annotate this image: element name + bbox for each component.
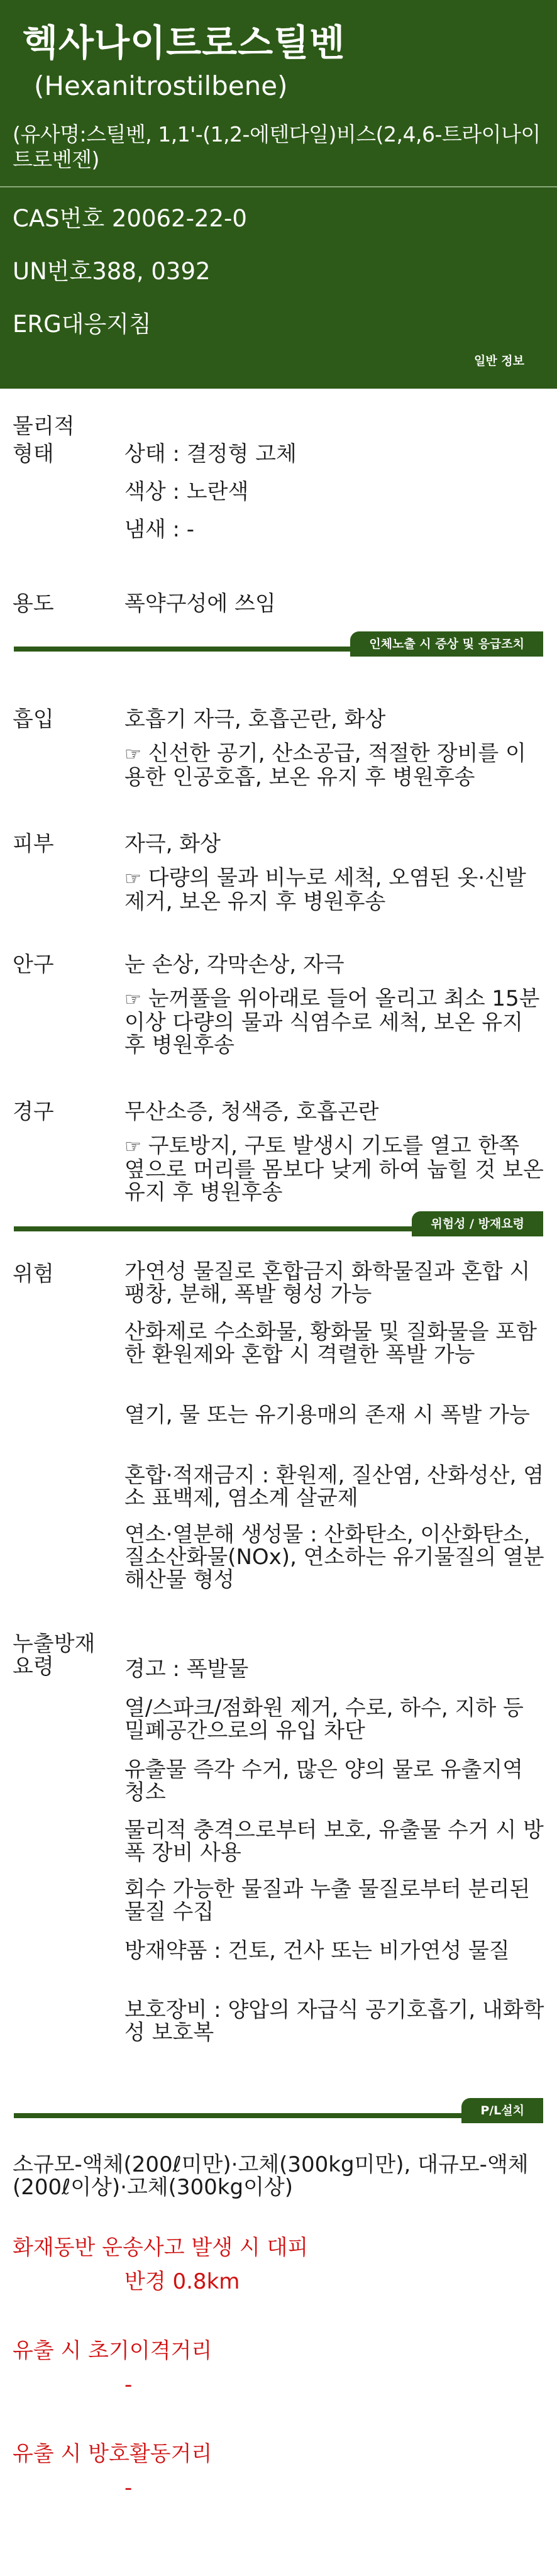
response-item: 경고 : 폭발물 [124, 1657, 249, 1682]
risk-item: 가연성 물질로 혼합금지 화학물질과 혼합 시 팽창, 분해, 폭발 형성 가능 [124, 1259, 531, 1307]
exposure-first-aid [124, 867, 544, 913]
pointer-icon: ☞ [124, 989, 141, 1011]
color-value: 색상 : 노란색 [124, 479, 249, 504]
risk-item: 혼합·적재금지 : 환원제, 질산염, 산화성산, 염소 표백제, 염소계 살균제 [124, 1463, 544, 1511]
response-label: 누출방재 요령 [13, 1631, 96, 1679]
exposure-label: 피부 [13, 831, 54, 857]
exposure-first-aid [124, 742, 544, 789]
response-item: 유출물 즉각 수거, 많은 양의 물로 유출지역 청소 [124, 1757, 523, 1805]
erg-guide-link[interactable]: ERG대응지침 [13, 311, 152, 338]
physical-form-label: 물리적 형태 [13, 414, 75, 467]
risk-row [0, 1236, 557, 1620]
odor-value: 냄새 : - [124, 517, 195, 542]
exposure-symptom: 눈 손상, 각막손상, 자극 [124, 952, 345, 977]
use-value: 폭약구성에 쓰임 [124, 591, 276, 616]
un-number: UN번호388, 0392 [13, 258, 211, 285]
response-item: 회수 가능한 물질과 누출 물질로부터 분리된 물질 수집 [124, 1877, 531, 1924]
use-label: 용도 [13, 591, 54, 616]
exposure-symptom: 호흡기 자극, 호흡곤란, 화상 [124, 707, 386, 732]
section-bar-install [14, 2098, 543, 2123]
response-item: 열/스파크/점화원 제거, 수로, 하수, 지하 등 밀폐공간으로의 유입 차단 [124, 1696, 524, 1743]
cas-number: CAS번호 20062-22-0 [13, 205, 247, 232]
scale-definition: 소규모-액체(200ℓ미만)·고체(300kg미만), 대규모-액체(200ℓ이상)·고체(300kg이상) [13, 2152, 529, 2200]
exposure-label: 경구 [13, 1099, 54, 1124]
identifier-block [0, 186, 557, 346]
install-block [0, 2123, 557, 2576]
pointer-icon: ☞ [124, 743, 141, 765]
fire-evacuation-label: 화재동반 운송사고 발생 시 대피 [13, 2235, 309, 2260]
physical-form-row [0, 374, 557, 569]
protective-action-label: 유출 시 방호활동거리 [13, 2441, 212, 2467]
section-tag-general: 일반 정보 [455, 348, 543, 374]
risk-item: 연소·열분해 생성물 : 산화탄소, 이산화탄소, 질소산화물(NOx), 연소하는 유기물질의 열분해산물 형성 [124, 1522, 544, 1592]
page-title-english: (Hexanitrostilbene) [34, 70, 288, 101]
first-aid-text: 구토방지, 구토 발생시 기도를 열고 한쪽 옆으로 머리를 몸보다 낮게 하여 눕힐 것 보온 유지 후 병원후송 [124, 1133, 544, 1205]
exposure-oral [0, 1063, 557, 1211]
section-tag-exposure: 인체노출 시 증상 및 응급조치 [350, 631, 543, 657]
response-item: 물리적 충격으로부터 보호, 유출물 수거 시 방폭 장비 사용 [124, 1818, 544, 1865]
exposure-label: 안구 [13, 952, 54, 977]
exposure-inhalation [0, 657, 557, 792]
title-block [0, 0, 557, 103]
exposure-skin [0, 792, 557, 916]
initial-isolation-label: 유출 시 초기이격거리 [13, 2338, 212, 2363]
exposure-eye [0, 916, 557, 1063]
risk-label: 위험 [13, 1262, 54, 1287]
initial-isolation-value: - [124, 2372, 133, 2397]
response-item: 방재약품 : 건토, 건사 또는 비가연성 물질 [124, 1938, 510, 1963]
page-title: 헥사나이트로스틸벤 [23, 21, 346, 64]
pointer-icon: ☞ [124, 868, 141, 890]
first-aid-text: 신선한 공기, 산소공급, 적절한 장비를 이용한 인공호흡, 보온 유지 후 병원후송 [124, 741, 526, 790]
response-row [0, 1620, 557, 2098]
exposure-symptom: 자극, 화상 [124, 831, 221, 857]
pointer-icon: ☞ [124, 1136, 141, 1158]
protective-action-value: - [124, 2475, 133, 2501]
response-item: 보호장비 : 양압의 자급식 공기호흡기, 내화학성 보호복 [124, 1997, 544, 2045]
use-row [0, 569, 557, 631]
exposure-label: 흡입 [13, 707, 54, 732]
section-tag-hazard: 위험성 / 방재요령 [412, 1211, 543, 1236]
header [0, 0, 557, 389]
section-tag-install: P/L설치 [461, 2098, 543, 2123]
state-value: 상태 : 결정형 고체 [124, 441, 297, 467]
fire-evacuation-radius: 반경 0.8km [124, 2269, 240, 2294]
synonym-text: (유사명:스틸벤, 1,1'-(1,2-에텐다일)비스(2,4,6-트라이나이트로벤젠) [13, 122, 541, 172]
risk-item: 열기, 물 또는 유기용매의 존재 시 폭발 가능 [124, 1402, 530, 1428]
first-aid-text: 다량의 물과 비누로 세척, 오염된 옷·신발 제거, 보온 유지 후 병원후송 [124, 865, 526, 914]
section-bar-exposure [14, 631, 543, 657]
exposure-first-aid [124, 987, 544, 1057]
section-bar-general [14, 348, 543, 374]
first-aid-text: 눈꺼풀을 위아래로 들어 올리고 최소 15분이상 다량의 물과 식염수로 세척, 보온 유지 후 병원후송 [124, 986, 540, 1058]
risk-item: 산화제로 수소화물, 황화물 및 질화물을 포함한 환원제와 혼합 시 격렬한 폭발 가능 [124, 1319, 538, 1367]
exposure-symptom: 무산소증, 청색증, 호흡곤란 [124, 1099, 379, 1124]
section-bar-hazard [14, 1211, 543, 1236]
exposure-first-aid [124, 1135, 544, 1204]
